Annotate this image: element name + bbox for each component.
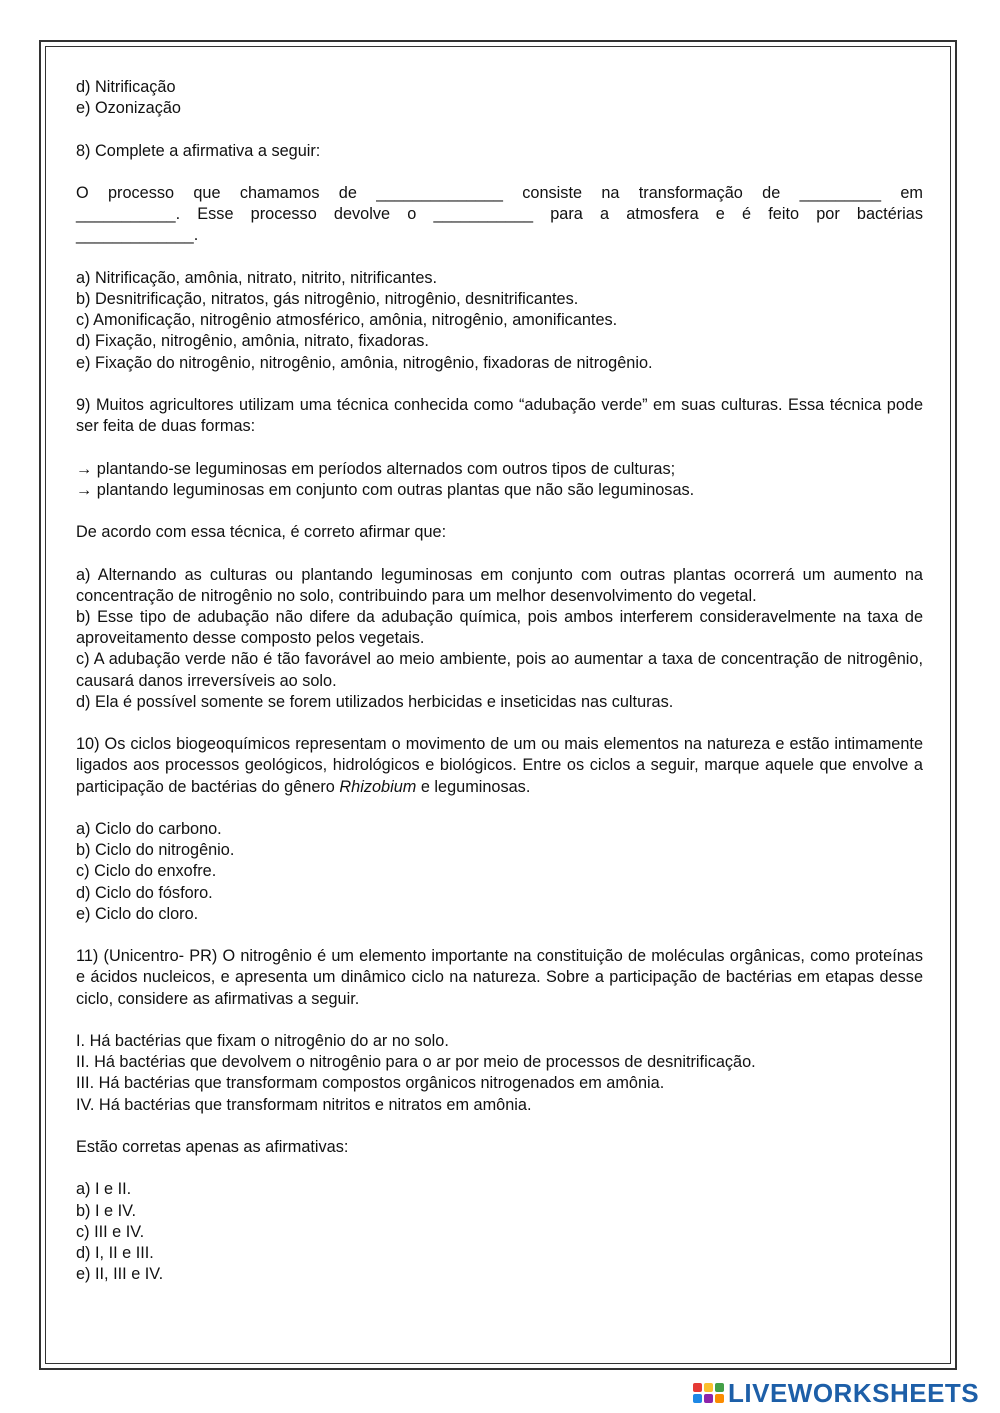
q10-option-b: b) Ciclo do nitrogênio. <box>76 841 235 860</box>
logo-square <box>704 1394 713 1403</box>
q10-option-a: a) Ciclo do carbono. <box>76 819 222 838</box>
q11-statement-4: IV. Há bactérias que transformam nitritos e nitratos em amônia. <box>76 1095 532 1114</box>
q11-statement-1: I. Há bactérias que fixam o nitrogênio do ar no solo. <box>76 1031 449 1050</box>
logo-square <box>704 1383 713 1392</box>
q8-option-e: e) Fixação do nitrogênio, nitrogênio, amônia, nitrogênio, fixadoras de nitrogênio. <box>76 353 653 372</box>
q8-option-a: a) Nitrificação, amônia, nitrato, nitrito, nitrificantes. <box>76 268 438 287</box>
q9-question: De acordo com essa técnica, é correto afirmar que: <box>76 523 447 542</box>
logo-text: LIVEWORKSHEETS <box>728 1377 980 1408</box>
q8-statement-line1: O processo que chamamos de ______________ consiste na transformação de _________ em <box>76 183 923 202</box>
q9-bullet-1: → plantando-se leguminosas em períodos alternados com outros tipos de culturas; <box>76 459 676 478</box>
logo-square <box>715 1383 724 1392</box>
q10-option-e: e) Ciclo do cloro. <box>76 904 199 923</box>
q11-statement-2: II. Há bactérias que devolvem o nitrogênio para o ar por meio de processos de desnitrificação. <box>76 1053 756 1072</box>
q11-intro: 11) (Unicentro- PR) O nitrogênio é um elemento importante na constituição de moléculas orgânicas, como proteínas e ácidos nucleicos, e apresenta um dinâmico ciclo na natureza. Sobre a participação de bactérias em etapas desse ciclo, considere as afirmativas a seguir. <box>76 947 923 1008</box>
worksheet-content <box>76 77 923 1285</box>
logo-square <box>693 1394 702 1403</box>
q11-option-e: e) II, III e IV. <box>76 1265 164 1284</box>
q10-intro <box>76 734 923 798</box>
q10-intro-genus: Rhizobium <box>339 777 417 796</box>
q9-option-c: c) A adubação verde não é tão favorável ao meio ambiente, pois ao aumentar a taxa de concentração de nitrogênio, causará danos irreversíveis ao solo. <box>76 650 923 690</box>
q10-intro-end: e leguminosas. <box>416 777 531 796</box>
q9-bullet-2: → plantando leguminosas em conjunto com outras plantas que não são leguminosas. <box>76 480 695 499</box>
q8-option-c: c) Amonificação, nitrogênio atmosférico, amônia, nitrogênio, amonificantes. <box>76 311 618 330</box>
logo-square <box>693 1383 702 1392</box>
q8-statement-line2: ___________. Esse processo devolve o ___________ para a atmosfera e é feito por bactérias <box>76 205 923 224</box>
q9-option-b: b) Esse tipo de adubação não difere da adubação química, pois ambos interferem consideravelmente na taxa de aproveitamento desse composto pelos vegetais. <box>76 607 923 648</box>
q7-option-e: e) Ozonização <box>76 99 181 118</box>
q11-option-b: b) I e IV. <box>76 1201 137 1220</box>
logo-square <box>715 1394 724 1403</box>
q10-intro-text: 10) Os ciclos biogeoquímicos representam o movimento de um ou mais elementos na natureza e estão intimamente ligados aos processos geológicos, hidrológicos e biológicos. Entre os ciclos a seguir, marque aquele que envolve a participação de bactérias do gênero <box>76 735 923 796</box>
q11-option-c: c) III e IV. <box>76 1222 145 1241</box>
q7-option-d: d) Nitrificação <box>76 78 176 96</box>
q11-option-a: a) I e II. <box>76 1180 132 1199</box>
q9-option-d: d) Ela é possível somente se forem utilizados herbicidas e inseticidas nas culturas. <box>76 692 674 711</box>
liveworksheets-logo[interactable] <box>693 1377 979 1409</box>
q11-statement-3: III. Há bactérias que transformam compostos orgânicos nitrogenados em amônia. <box>76 1074 665 1093</box>
q10-option-c: c) Ciclo do enxofre. <box>76 862 217 881</box>
q9-option-a: a) Alternando as culturas ou plantando leguminosas em conjunto com outras plantas ocorrerá um aumento na concentração de nitrogênio no solo, contribuindo para um melhor desenvolvimento do vegetal. <box>76 565 923 605</box>
q10-option-d: d) Ciclo do fósforo. <box>76 883 213 902</box>
q9-intro: 9) Muitos agricultores utilizam uma técnica conhecida como “adubação verde” em suas culturas. Essa técnica pode ser feita de duas formas: <box>76 395 923 436</box>
q11-option-d: d) I, II e III. <box>76 1243 154 1262</box>
q8-statement-line3: _____________. <box>76 226 199 245</box>
q11-question: Estão corretas apenas as afirmativas: <box>76 1137 349 1156</box>
q8-option-b: b) Desnitrificação, nitratos, gás nitrogênio, nitrogênio, desnitrificantes. <box>76 289 579 308</box>
q8-option-d: d) Fixação, nitrogênio, amônia, nitrato, fixadoras. <box>76 332 429 351</box>
logo-mark-icon <box>693 1383 724 1403</box>
q8-title: 8) Complete a afirmativa a seguir: <box>76 141 321 160</box>
